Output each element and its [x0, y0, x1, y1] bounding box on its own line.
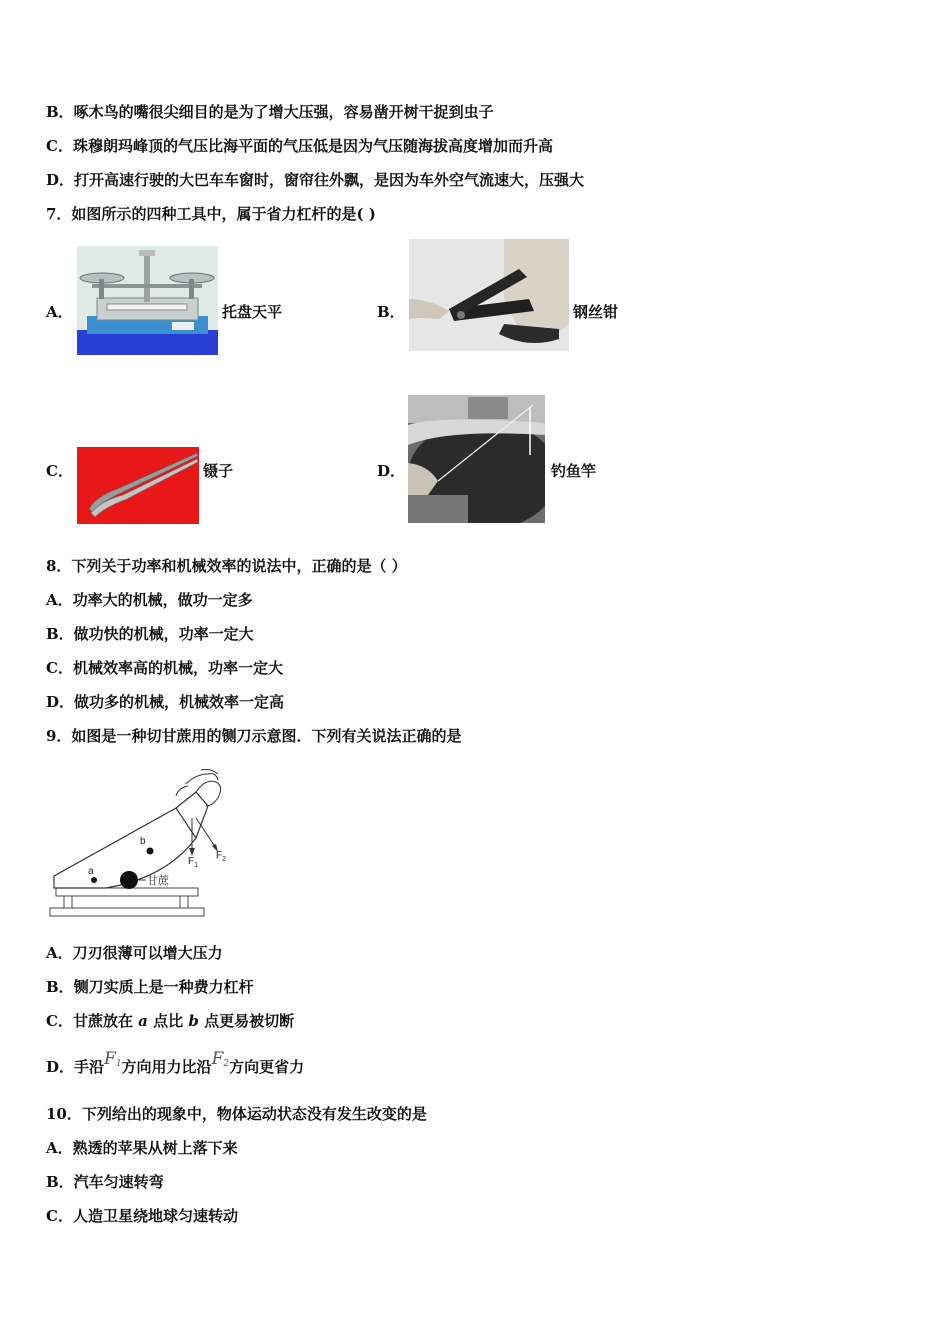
fishing-rod-image — [408, 395, 545, 523]
q7-option-a-label: A． — [46, 303, 73, 321]
q9-option-c-b: b — [188, 1012, 199, 1030]
point-a-label: a — [88, 866, 94, 877]
q7-stem: 7．如图所示的四种工具中，属于省力杠杆的是( ) — [46, 205, 376, 223]
q9-option-c-pre: C．甘蔗放在 — [46, 1012, 139, 1030]
q9-option-d-f2: $F_2$ — [211, 1049, 230, 1069]
q7-option-c-caption: 镊子 — [203, 462, 234, 480]
q9-option-d-pre: D．手沿 — [46, 1058, 105, 1076]
q6-option-d: D．打开高速行驶的大巴车车窗时，窗帘往外飘，是因为车外空气流速大，压强大 — [46, 171, 585, 189]
q9-option-d-f1: $F_1$ — [104, 1049, 122, 1069]
q8-option-c: C．机械效率高的机械，功率一定大 — [46, 659, 283, 677]
q8-stem: 8．下列关于功率和机械效率的说法中，正确的是（ ） — [46, 557, 407, 575]
f2-label: $F_2$ — [216, 850, 227, 863]
q7-option-c-label: C． — [46, 462, 73, 480]
q6-option-b: B．啄木鸟的嘴很尖细目的是为了增大压强，容易凿开树干捉到虫子 — [46, 103, 494, 121]
q9-option-c — [46, 1011, 294, 1031]
q8-option-b: B．做功快的机械，功率一定大 — [46, 625, 254, 643]
q9-option-d-post: 方向更省力 — [229, 1058, 305, 1076]
q9-option-d-mid: 方向用力比沿 — [121, 1058, 212, 1076]
q9-option-d — [46, 1049, 305, 1087]
chopper-diagram — [46, 768, 236, 920]
q9-option-b: B．铡刀实质上是一种费力杠杆 — [46, 978, 254, 996]
q10-option-b: B．汽车匀速转弯 — [46, 1173, 164, 1191]
q7-option-b-caption: 钢丝钳 — [573, 303, 619, 321]
q9-option-a: A．刀刃很薄可以增大压力 — [46, 944, 223, 962]
f1-label: $F_1$ — [188, 856, 199, 869]
tweezers-image — [77, 447, 199, 524]
q7-option-d-caption: 钓鱼竿 — [551, 462, 597, 480]
q7-option-d-label: D． — [377, 462, 406, 480]
q7-option-a-caption: 托盘天平 — [222, 303, 283, 321]
q6-option-c: C．珠穆朗玛峰顶的气压比海平面的气压低是因为气压随海拔高度增加而升高 — [46, 137, 553, 155]
tray-balance-image — [77, 246, 218, 355]
q10-option-c: C．人造卫星绕地球匀速转动 — [46, 1207, 238, 1225]
q9-option-c-a: a — [138, 1012, 148, 1030]
q9-option-c-mid: 点比 — [147, 1012, 189, 1030]
q8-option-d: D．做功多的机械，机械效率一定高 — [46, 693, 285, 711]
pliers-image — [409, 239, 569, 351]
q10-stem: 10．下列给出的现象中，物体运动状态没有发生改变的是 — [46, 1105, 427, 1123]
cane-label: 甘蔗 — [147, 875, 169, 887]
q9-option-c-post: 点更易被切断 — [198, 1012, 295, 1030]
q10-option-a: A．熟透的苹果从树上落下来 — [46, 1139, 238, 1157]
q8-option-a: A．功率大的机械，做功一定多 — [46, 591, 253, 609]
q7-option-b-label: B． — [377, 303, 405, 321]
q9-stem: 9．如图是一种切甘蔗用的铡刀示意图．下列有关说法正确的是 — [46, 727, 462, 745]
point-b-label: b — [140, 836, 146, 847]
